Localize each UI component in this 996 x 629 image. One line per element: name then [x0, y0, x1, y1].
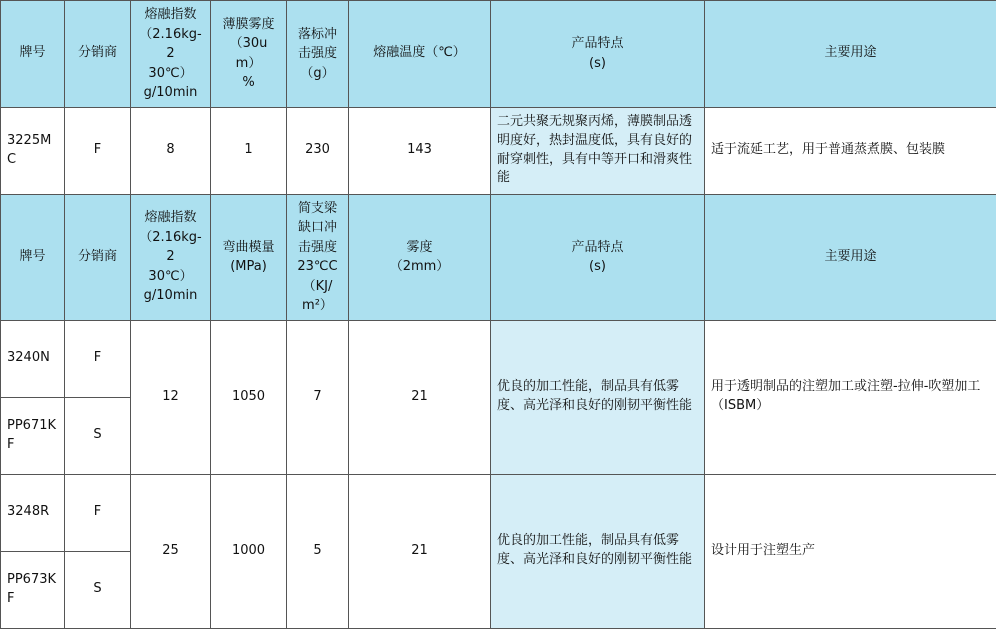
cell-dart-impact: 230	[287, 107, 349, 194]
cell-distributor: F	[65, 320, 131, 397]
header-cell-dart-impact: 落标冲 击强度 （g）	[287, 1, 349, 108]
header-cell-features: 产品特点 (s)	[491, 1, 705, 108]
cell-features: 优良的加工性能，制品具有低雾度、高光泽和良好的刚韧平衡性能	[491, 320, 705, 474]
cell-grade: 3248R	[1, 474, 65, 551]
header-cell-melt-index-2: 熔融指数 （2.16kg-2 30℃） g/10min	[131, 194, 211, 320]
cell-izod-impact: 5	[287, 474, 349, 628]
cell-flexural-modulus: 1000	[211, 474, 287, 628]
cell-melt-temperature: 143	[349, 107, 491, 194]
header-cell-distributor-2: 分销商	[65, 194, 131, 320]
cell-melt-index: 8	[131, 107, 211, 194]
cell-grade: PP673KF	[1, 551, 65, 628]
injection-table-header-row	[1, 194, 996, 320]
header-cell-film-haze: 薄膜雾度 （30um） %	[211, 1, 287, 108]
header-cell-melt-temperature: 熔融温度（℃）	[349, 1, 491, 108]
cell-haze: 21	[349, 474, 491, 628]
header-cell-distributor: 分销商	[65, 1, 131, 108]
table-row	[1, 320, 996, 397]
cell-distributor: F	[65, 107, 131, 194]
header-cell-grade-2: 牌号	[1, 194, 65, 320]
cell-haze: 21	[349, 320, 491, 474]
header-cell-izod-impact: 简支梁 缺口冲 击强度 23℃C （KJ/ m²）	[287, 194, 349, 320]
cell-features: 二元共聚无规聚丙烯，薄膜制品透明度好，热封温度低，具有良好的耐穿刺性，具有中等开口和滑爽性能	[491, 107, 705, 194]
cell-features: 优良的加工性能，制品具有低雾度、高光泽和良好的刚韧平衡性能	[491, 474, 705, 628]
cell-grade: 3240N	[1, 320, 65, 397]
cell-distributor: S	[65, 397, 131, 474]
cell-distributor: F	[65, 474, 131, 551]
table-row	[1, 107, 996, 194]
cell-izod-impact: 7	[287, 320, 349, 474]
cell-melt-index: 12	[131, 320, 211, 474]
table-row	[1, 474, 996, 551]
header-cell-haze: 雾度 （2mm）	[349, 194, 491, 320]
header-cell-applications-2: 主要用途	[705, 194, 996, 320]
cell-applications: 设计用于注塑生产	[705, 474, 996, 628]
header-cell-flexural-modulus: 弯曲模量 (MPa)	[211, 194, 287, 320]
header-cell-melt-index: 熔融指数 （2.16kg-2 30℃） g/10min	[131, 1, 211, 108]
cell-distributor: S	[65, 551, 131, 628]
cell-flexural-modulus: 1050	[211, 320, 287, 474]
cell-film-haze: 1	[211, 107, 287, 194]
cell-applications: 用于透明制品的注塑加工或注塑-拉伸-吹塑加工（ISBM）	[705, 320, 996, 474]
film-table-header-row	[1, 1, 996, 108]
cell-melt-index: 25	[131, 474, 211, 628]
cell-applications: 适于流延工艺，用于普通蒸煮膜、包装膜	[705, 107, 996, 194]
header-cell-applications: 主要用途	[705, 1, 996, 108]
header-cell-grade: 牌号	[1, 1, 65, 108]
header-cell-features-2: 产品特点 (s)	[491, 194, 705, 320]
cell-grade: PP671KF	[1, 397, 65, 474]
cell-grade: 3225MC	[1, 107, 65, 194]
